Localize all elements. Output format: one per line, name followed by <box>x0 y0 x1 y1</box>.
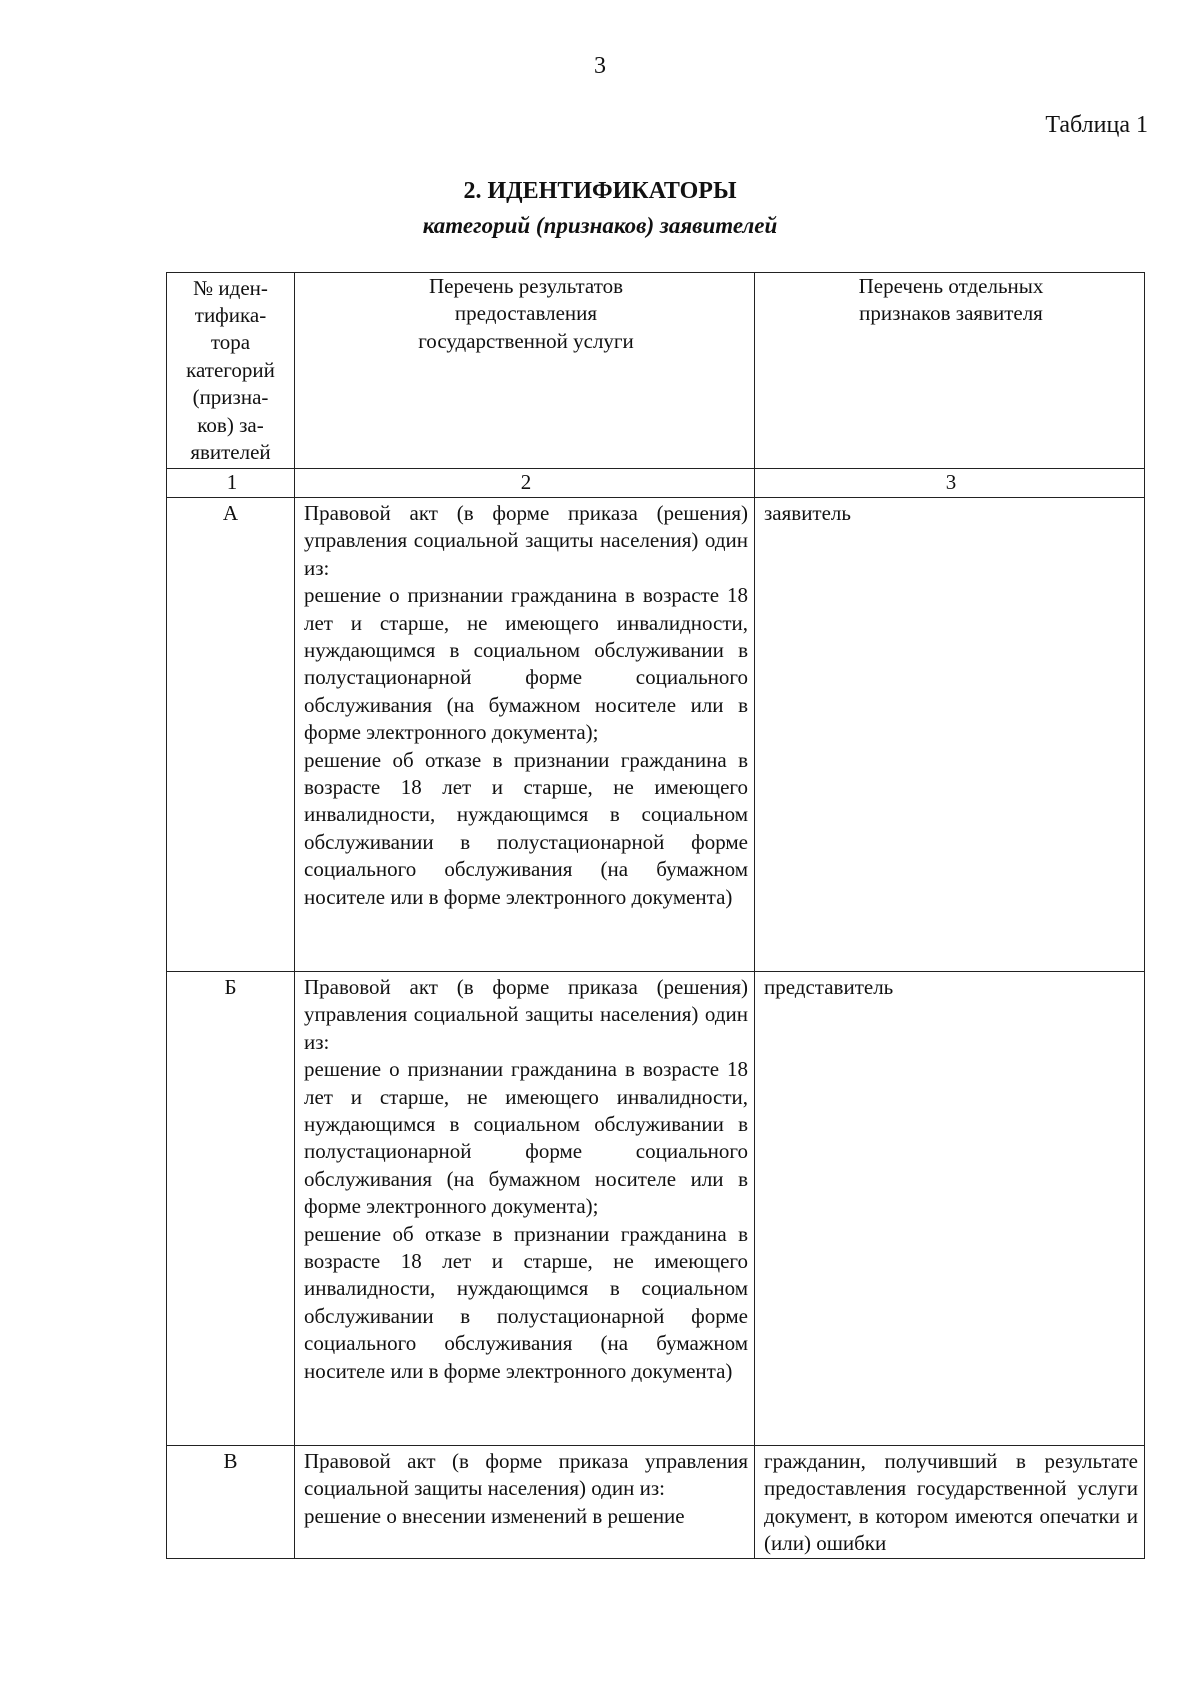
table-header-row <box>167 273 1145 469</box>
header-cell-features <box>755 273 1145 469</box>
table-row <box>167 1446 1145 1559</box>
document-heading: 2. ИДЕНТИФИКАТОРЫ <box>463 178 737 204</box>
table-label: Таблица 1 <box>1045 112 1148 138</box>
row-identifier: В <box>167 1446 295 1559</box>
feature-cell: гражданин, получивший в результате предоставления государственной услуги документ, в котором имеются опечатки и (или) ошибки <box>755 1446 1145 1559</box>
results-cell <box>295 972 755 1446</box>
results-paragraph: решение о признании гражданина в возрасте 18 лет и старше, не имеющего инвалидности, нуждающимся в социальном обслуживании в полустационарной форме социального обслуживания (на бумажном носителе или в форме электронного документа); <box>304 583 748 745</box>
table-row <box>167 498 1145 972</box>
column-number-row <box>167 469 1145 498</box>
feature-cell: представитель <box>755 972 1145 1446</box>
results-cell <box>295 498 755 972</box>
row-identifier: А <box>167 498 295 972</box>
feature-cell: заявитель <box>755 498 1145 972</box>
results-paragraph: решение об отказе в признании гражданина в возрасте 18 лет и старше, не имеющего инвалидности, нуждающимся в социальном обслуживании в полустационарной форме социального обслуживания (на бумажном носителе или в форме электронного документа) <box>304 747 748 909</box>
column-number: 2 <box>295 469 755 498</box>
results-paragraph: решение о признании гражданина в возрасте 18 лет и старше, не имеющего инвалидности, нуждающимся в социальном обслуживании в полустационарной форме социального обслуживания (на бумажном носителе или в форме электронного документа); <box>304 1057 748 1219</box>
header-results-text: Перечень результатов предоставления государственной услуги <box>418 274 634 353</box>
table-row <box>167 972 1145 1446</box>
results-paragraph: Правовой акт (в форме приказа (решения) управления социальной защиты населения) один из: <box>304 975 748 1054</box>
row-identifier: Б <box>167 972 295 1446</box>
results-cell <box>295 1446 755 1559</box>
results-paragraph: решение о внесении изменений в решение <box>304 1503 685 1528</box>
header-cell-id <box>167 273 295 469</box>
column-number: 1 <box>167 469 295 498</box>
results-paragraph: Правовой акт (в форме приказа управления социальной защиты населения) один из: <box>304 1449 748 1501</box>
results-paragraph: Правовой акт (в форме приказа (решения) управления социальной защиты населения) один из: <box>304 501 748 580</box>
header-cell-results <box>295 273 755 469</box>
identifiers-table <box>166 272 1145 1559</box>
header-features-text: Перечень отдельных признаков заявителя <box>858 274 1044 326</box>
column-number: 3 <box>755 469 1145 498</box>
header-id-text: № иден- тифика- тора категорий (призна- ков) за- явителей <box>186 275 275 465</box>
results-paragraph: решение об отказе в признании гражданина в возрасте 18 лет и старше, не имеющего инвалидности, нуждающимся в социальном обслуживании в полустационарной форме социального обслуживания (на бумажном носителе или в форме электронного документа) <box>304 1221 748 1383</box>
document-subheading: категорий (признаков) заявителей <box>422 213 778 238</box>
page-number: 3 <box>594 53 606 79</box>
